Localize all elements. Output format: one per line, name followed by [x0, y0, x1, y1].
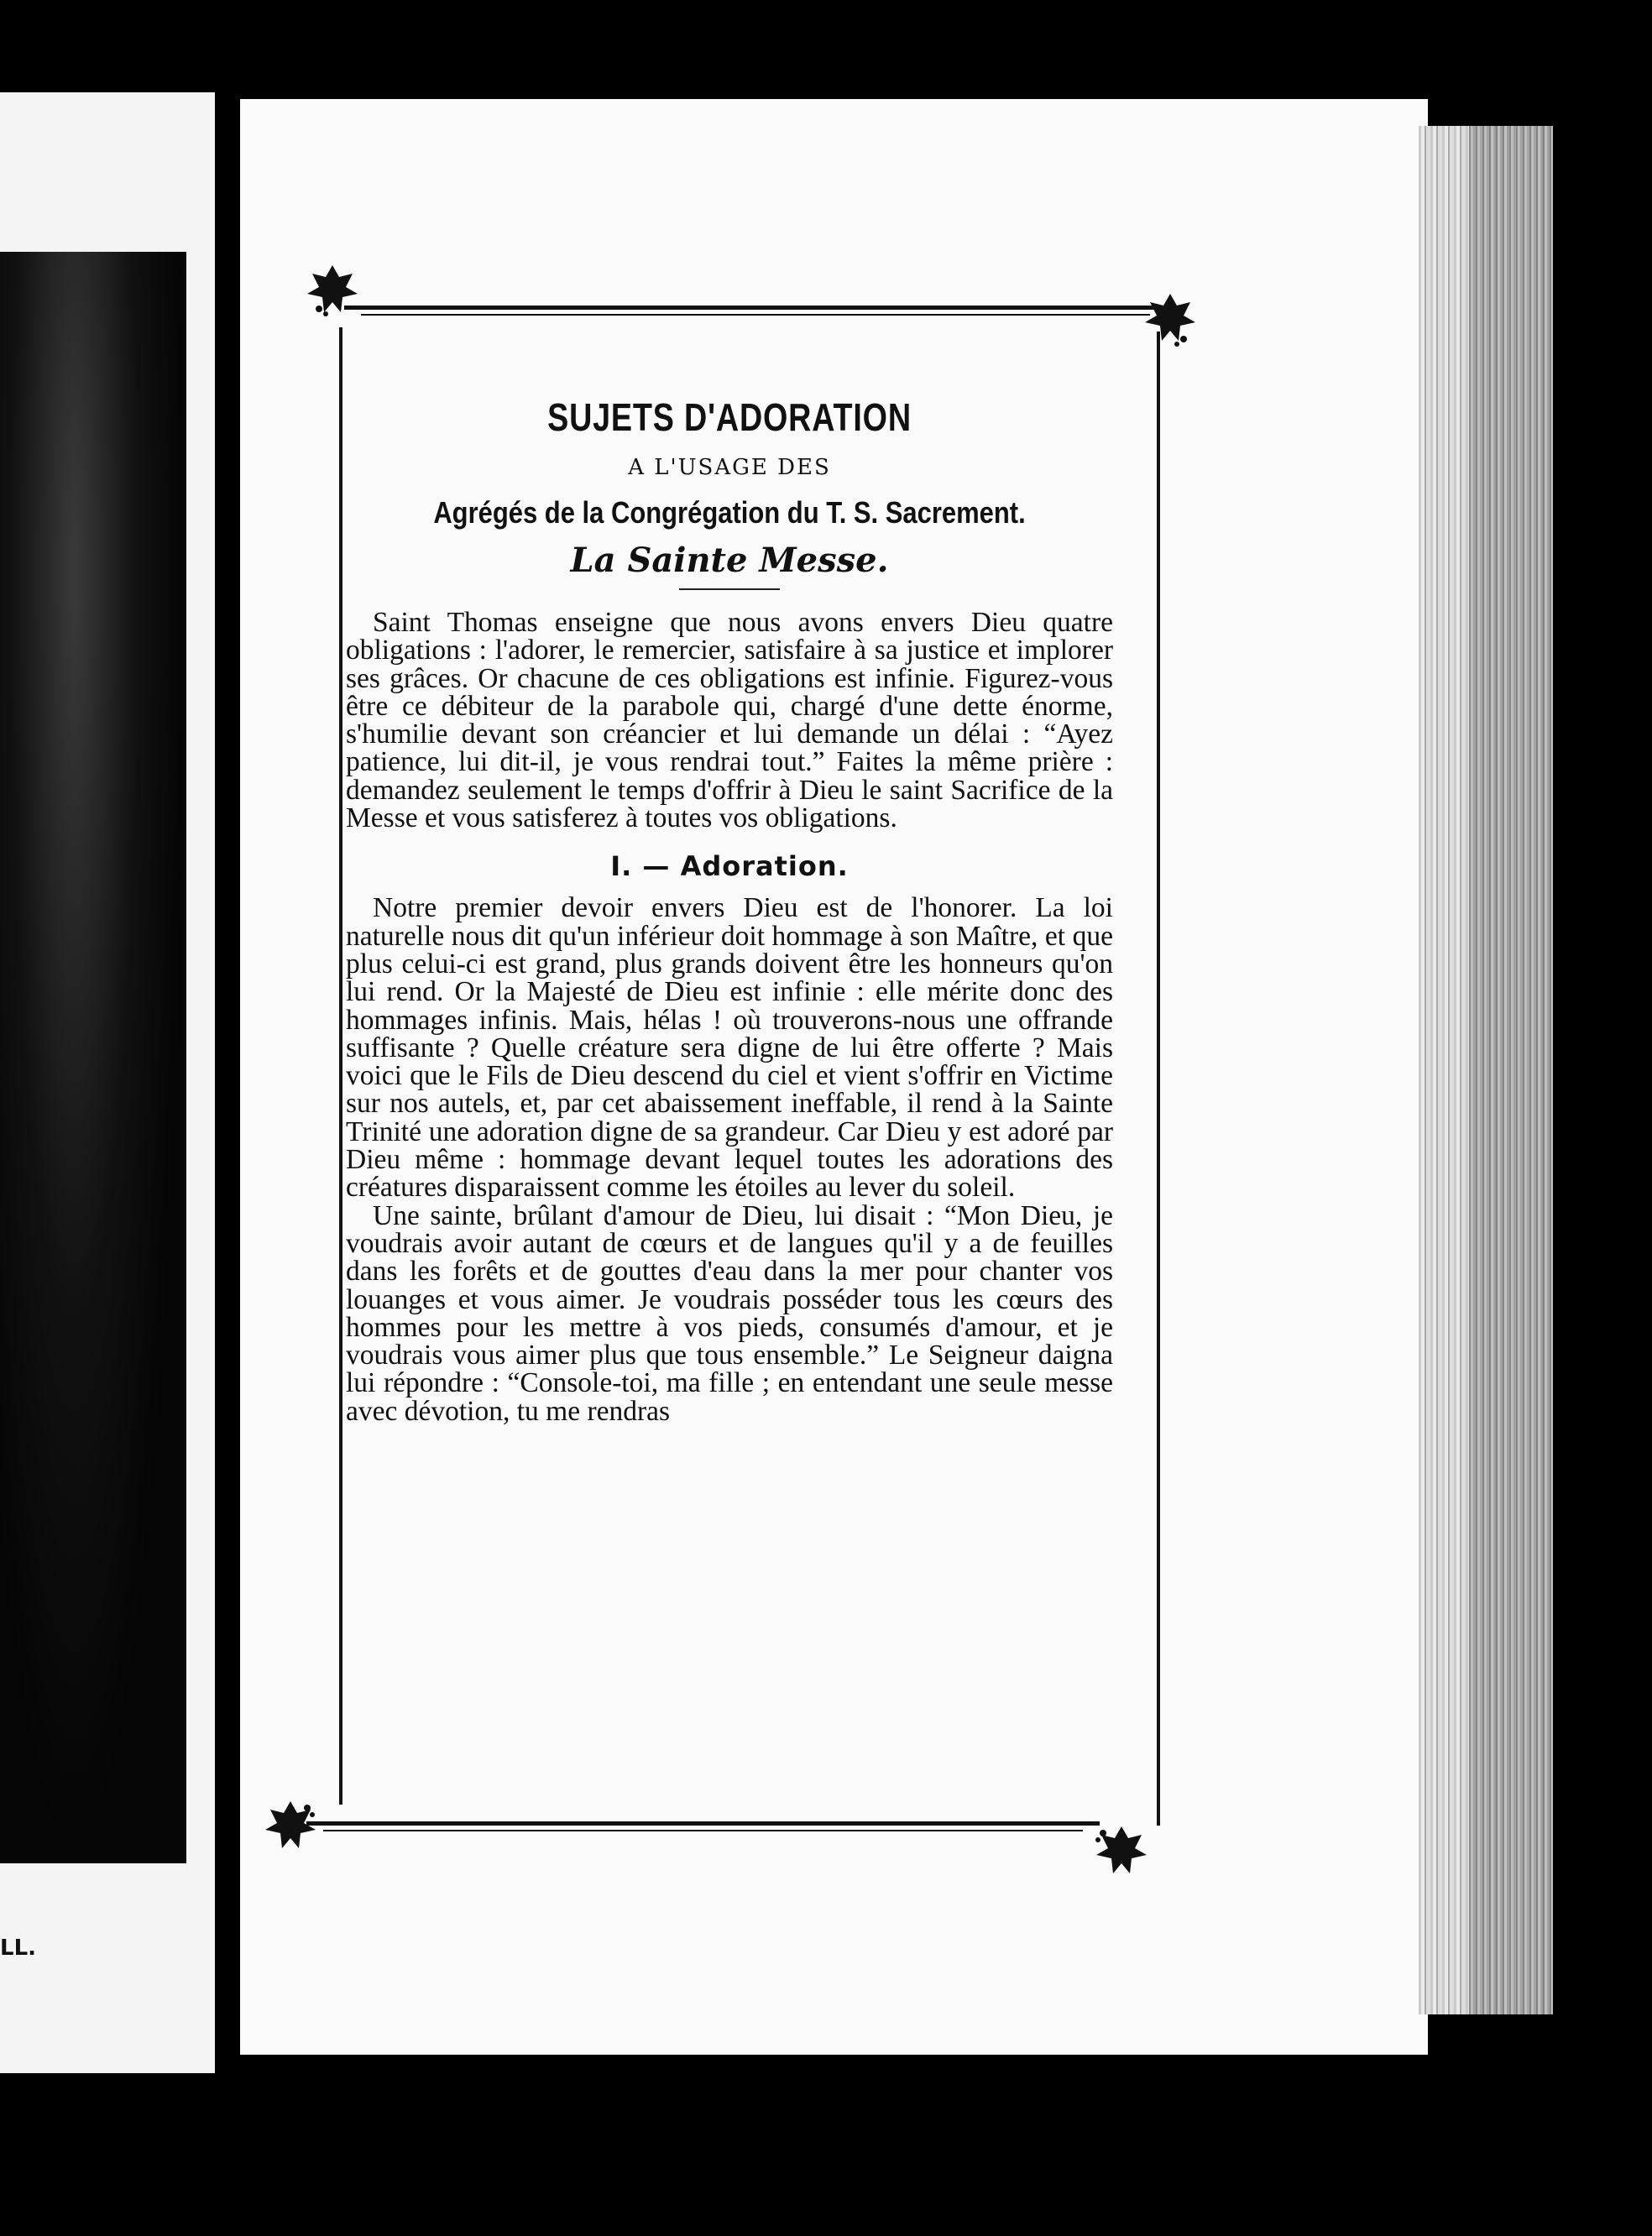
frame-top-rule-thin [361, 314, 1150, 316]
frame-left-rule [339, 327, 342, 1805]
frame-top-rule [344, 306, 1167, 310]
frame-bottom-rule [306, 1821, 1100, 1826]
frame-bottom-rule-thin [323, 1830, 1083, 1831]
left-facing-page [0, 92, 215, 2073]
dust-speck [379, 10, 393, 20]
vine-leaf-ornament-icon [302, 260, 363, 321]
left-page-caption: LL. [0, 1936, 37, 1961]
section-title: La Sainte Messe. [570, 541, 889, 580]
page-subtitle: A L'USAGE DES [628, 455, 831, 480]
audience-line: Agrégés de la Congrégation du T. S. Sacrement. [433, 495, 1026, 530]
intro-paragraph: Saint Thomas enseigne que nous avons envers Dieu quatre obligations : l'adorer, le remercier, satisfaire à sa justice et implorer ses grâces. Or chacune de ces obligations est infinie. Figurez-vous être ce débiteur de la parabole qui, chargé d'une dette énorme, s'humilie devant son créancier et lui demande un délai : “Ayez patience, lui dit-il, je vous rendrai tout.” Faites la même prière : demandez seulement le temps d'offrir à Dieu le saint Sacrifice de la Messe et vous satisferez à toutes vos obligations. [346, 607, 1113, 834]
vine-leaf-ornament-icon [1140, 289, 1200, 349]
book-gutter [215, 84, 240, 2082]
body-paragraph: Notre premier devoir envers Dieu est de l'honorer. La loi naturelle nous dit qu'un inférieur doit hommage à son Maître, et que plus celui-ci est grand, plus grands doivent être les honneurs qu'on lui rend. Or la Majesté de Dieu est infinie : elle mérite donc des hommages infinis. Mais, hélas ! où trouverons-nous une offrande suffisante ? Quelle créature sera digne de lui être offerte ? Mais voici que le Fils de Dieu descend du ciel et vient s'offrir en Victime sur nos autels, et, par cet abaissement ineffable, il rend à la Sainte Trinité une adoration digne de sa grandeur. Car Dieu y est adoré par Dieu même : hommage devant lequel toutes les adorations des créatures disparaissent comme les étoiles au lever du soleil. [346, 892, 1113, 1204]
left-page-photograph [0, 252, 186, 1863]
vine-leaf-ornament-icon [260, 1796, 321, 1857]
dust-speck [1293, 2187, 1299, 2192]
page-text-block [346, 394, 1113, 1813]
title-divider [679, 588, 780, 590]
page-edges [1419, 126, 1553, 2014]
page-title: SUJETS D'ADORATION [547, 395, 912, 439]
section-heading: I. — Adoration. [610, 850, 849, 883]
dust-speck [1032, 29, 1037, 33]
vine-leaf-ornament-icon [1091, 1821, 1152, 1882]
body-paragraph: Une sainte, brûlant d'amour de Dieu, lui disait : “Mon Dieu, je voudrais avoir autant de cœurs et de langues qu'il y a de feuilles dans les forêts et de gouttes d'eau dans la mer pour chanter vos louanges et vous aimer. Je voudrais posséder tous les cœurs des hommes pour les mettre à vos pieds, consumés d'amour, et je voudrais vous aimer plus que tous ensemble.” Le Seigneur daigna lui répondre : “Console-toi, ma fille ; en entendant une seule messe avec dévotion, tu me rendras [346, 1199, 1113, 1427]
frame-right-rule [1157, 332, 1160, 1826]
